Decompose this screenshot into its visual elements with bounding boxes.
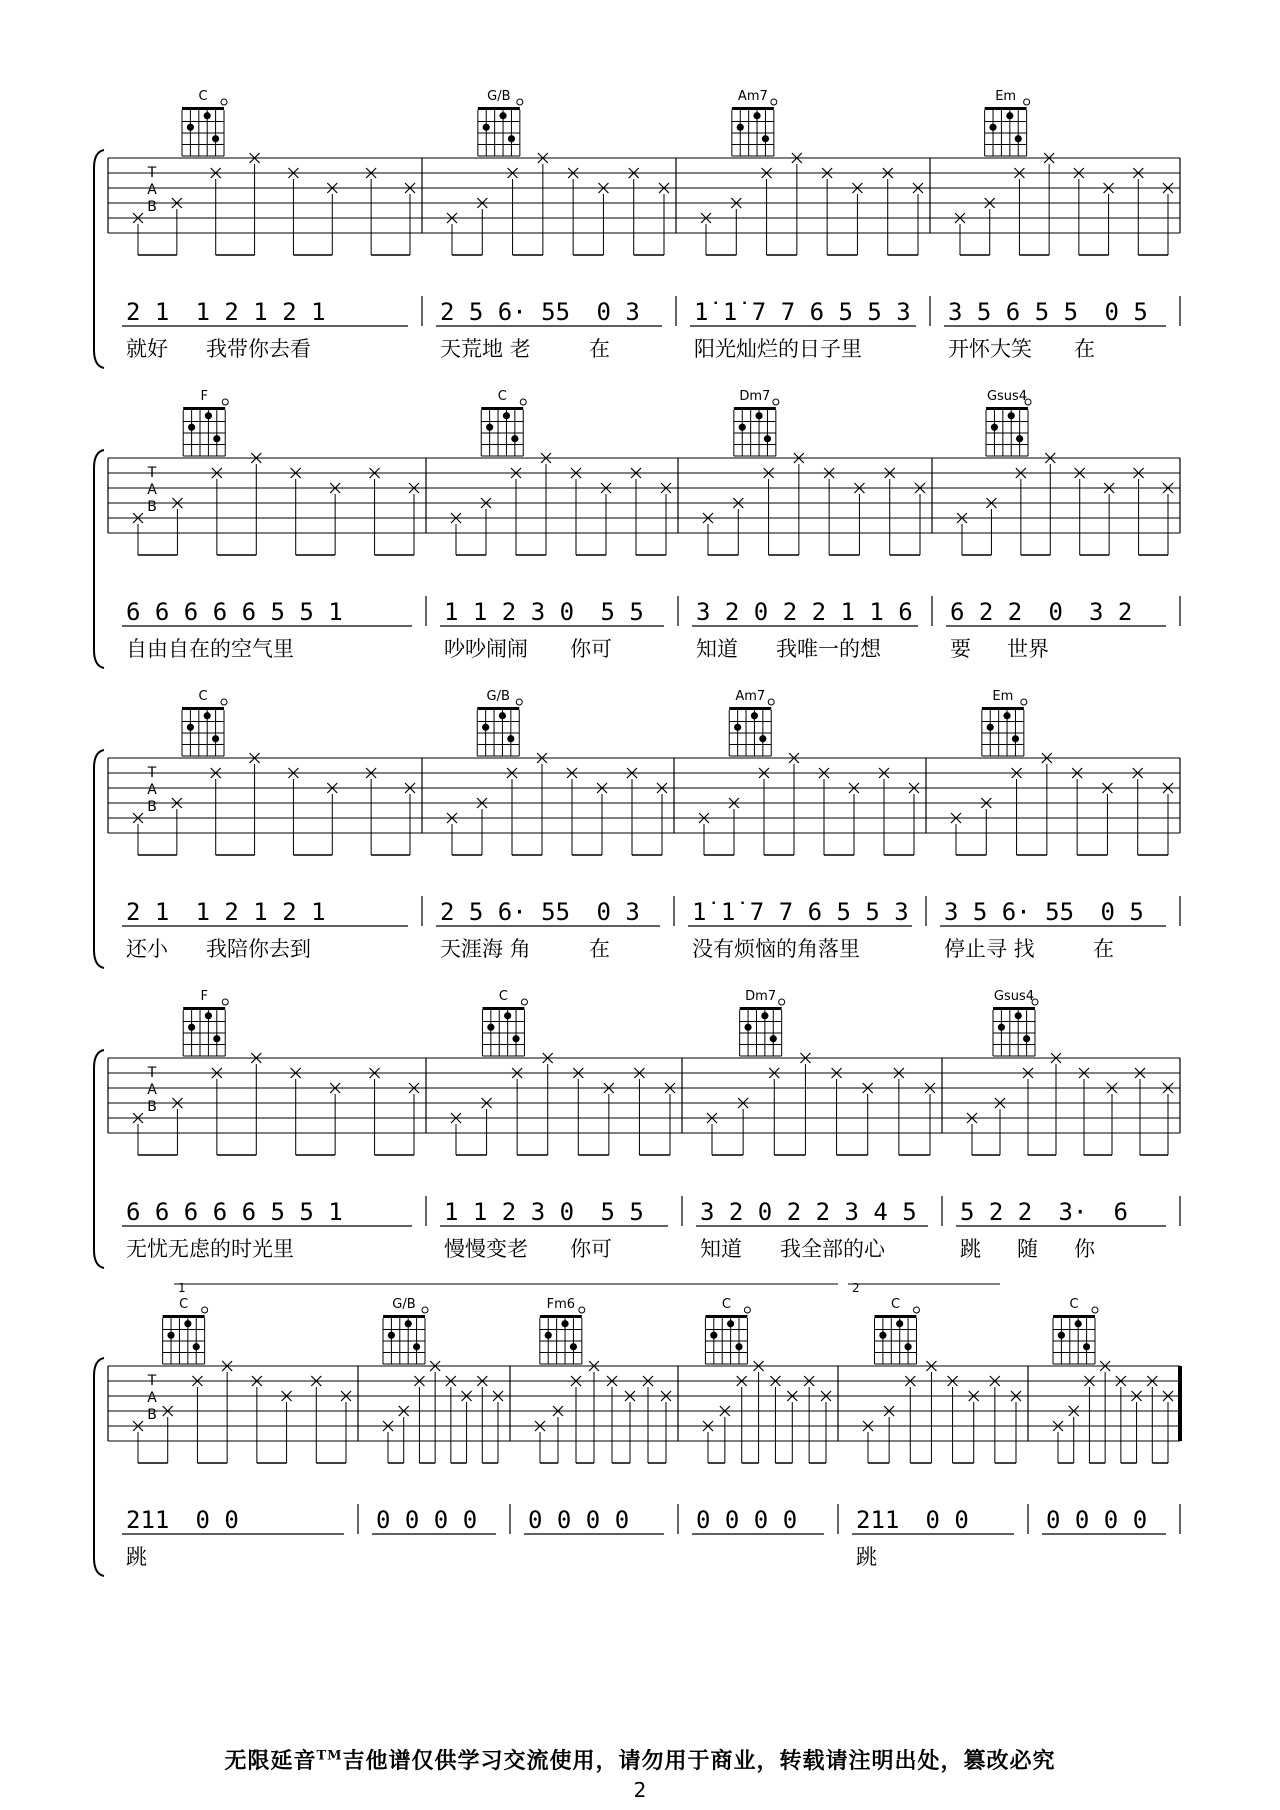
chord-diagram-c xyxy=(482,989,527,1056)
chord-name: Em xyxy=(995,89,1017,104)
jianpu-notes: 3 5 6· 55 xyxy=(944,898,1075,926)
chord-dot xyxy=(1016,435,1023,442)
chord-dot xyxy=(212,135,219,142)
lyric-text: 吵吵闹闹 xyxy=(444,637,528,661)
chord-open-marker xyxy=(771,99,777,105)
chord-dot xyxy=(761,1012,768,1019)
chord-open-marker xyxy=(202,1307,208,1313)
chord-dot xyxy=(1058,1332,1065,1339)
chord-dot xyxy=(212,735,219,742)
jianpu-notes: 6 xyxy=(1113,1198,1128,1226)
lyric-text: 我唯一的想 xyxy=(776,637,881,661)
chord-dot xyxy=(739,424,746,431)
jianpu-notes: 0 0 xyxy=(925,1506,969,1534)
jianpu-notes: 0 5 xyxy=(1104,298,1148,326)
tab-clef-letter: T xyxy=(147,1065,157,1081)
chord-dot xyxy=(1075,1320,1082,1327)
tab-clef-letter: B xyxy=(147,499,157,515)
chord-dot xyxy=(755,412,762,419)
tab-staff xyxy=(108,453,1180,555)
chord-name: C xyxy=(890,1297,901,1312)
chord-nut xyxy=(183,1007,225,1010)
chord-diagram-gsus4 xyxy=(993,989,1038,1056)
chord-dot xyxy=(193,1343,200,1350)
chord-dot xyxy=(753,112,760,119)
lyric-text: 跳 xyxy=(960,1237,981,1261)
lyric-text: 在 xyxy=(589,937,610,961)
tab-clef-letter: A xyxy=(147,782,157,798)
chord-dot xyxy=(1006,112,1013,119)
system-bracket xyxy=(94,750,104,968)
trademark-mark: TM xyxy=(316,1748,343,1764)
chord-diagram-am7 xyxy=(729,689,774,756)
tab-staff xyxy=(108,1361,1180,1463)
tab-clef-letter: A xyxy=(147,182,157,198)
lyric-text: 你可 xyxy=(570,637,612,661)
chord-dot xyxy=(759,735,766,742)
chord-diagram-c xyxy=(163,1297,208,1364)
chord-open-marker xyxy=(579,1307,585,1313)
chord-dot xyxy=(896,1320,903,1327)
lyric-text: 在 xyxy=(589,337,610,361)
tab-clef-letter: A xyxy=(147,1082,157,1098)
chord-nut xyxy=(482,1007,524,1010)
chord-dot xyxy=(998,1024,1005,1031)
chord-dot xyxy=(879,1332,886,1339)
lyric-text: 没有烦恼的角落里 xyxy=(692,937,860,961)
chord-dot xyxy=(504,1012,511,1019)
chord-open-marker xyxy=(521,999,527,1005)
chord-dot xyxy=(545,1332,552,1339)
copyright-footer xyxy=(0,1744,1280,1775)
chord-open-marker xyxy=(221,699,227,705)
system-bracket xyxy=(94,150,104,368)
chord-open-marker xyxy=(913,1307,919,1313)
jianpu-notes: 211 xyxy=(126,1506,170,1534)
chord-nut xyxy=(481,407,523,410)
footer-text-before-tm: 无限延音 xyxy=(224,1748,317,1774)
chord-dot xyxy=(405,1320,412,1327)
lyric-text: 随 xyxy=(1017,1237,1038,1261)
jianpu-notes: 6 2 2 xyxy=(950,598,1023,626)
jianpu-notes: 3 5 6 5 5 xyxy=(948,298,1079,326)
lyric-text: 在 xyxy=(1074,337,1095,361)
lyric-text: 知道 xyxy=(696,637,738,661)
jianpu-notes: 0 0 xyxy=(195,1506,239,1534)
jianpu-notes: 5 5 xyxy=(600,598,644,626)
system-bracket xyxy=(94,1050,104,1268)
jianpu-notes: 3 2 xyxy=(1089,598,1133,626)
chord-diagram-f xyxy=(183,989,228,1056)
chord-name: Dm7 xyxy=(739,389,771,404)
jianpu-notes: 5 5 xyxy=(600,1198,644,1226)
chord-dot xyxy=(762,135,769,142)
chord-dot xyxy=(1083,1343,1090,1350)
jianpu-notes: 2 5 6· 55 xyxy=(440,898,571,926)
tab-clef-letter: T xyxy=(147,765,157,781)
chord-dot xyxy=(499,112,506,119)
lyric-text: 知道 xyxy=(700,1237,742,1261)
chord-nut xyxy=(383,1315,425,1318)
chord-name: G/B xyxy=(392,1297,416,1312)
jianpu-notes: 3 2 0 2 2 3 4 5 xyxy=(700,1198,917,1226)
chord-name: G/B xyxy=(487,89,511,104)
system-bracket xyxy=(94,450,104,668)
system-bracket xyxy=(94,1358,104,1576)
chord-diagram-em xyxy=(985,89,1030,156)
chord-dot xyxy=(561,1320,568,1327)
chord-diagram-gb xyxy=(477,689,522,756)
jianpu-notes: 3 2 0 2 2 1 1 6 xyxy=(696,598,913,626)
chord-dot xyxy=(213,1035,220,1042)
chord-nut xyxy=(477,707,519,710)
chord-dot xyxy=(727,1320,734,1327)
chord-dot xyxy=(511,435,518,442)
jianpu-notes: 2 5 6· 55 xyxy=(440,298,571,326)
jianpu-notes: 0 xyxy=(1048,598,1063,626)
lyric-text: 还小 xyxy=(126,937,168,961)
lyric-text: 要 xyxy=(950,637,971,661)
chord-dot xyxy=(413,1343,420,1350)
chord-nut xyxy=(740,1007,782,1010)
page-number: 2 xyxy=(633,1778,647,1802)
tab-clef-letter: T xyxy=(147,165,157,181)
lyric-text: 我带你去看 xyxy=(206,337,311,361)
chord-dot xyxy=(1008,412,1015,419)
chord-dot xyxy=(570,1343,577,1350)
tab-clef-letter: B xyxy=(147,1099,157,1115)
chord-open-marker xyxy=(422,1307,428,1313)
chord-dot xyxy=(486,424,493,431)
chord-nut xyxy=(478,107,520,110)
chord-dot xyxy=(734,724,741,731)
chord-name: Am7 xyxy=(737,89,768,104)
tab-staff xyxy=(108,153,1180,255)
chord-dot xyxy=(187,124,194,131)
chord-nut xyxy=(982,707,1024,710)
chord-name: C xyxy=(498,989,508,1004)
tab-clef-letter: B xyxy=(147,799,157,815)
chord-dot xyxy=(1015,1012,1022,1019)
chord-diagram-gb xyxy=(478,89,523,156)
chord-nut xyxy=(182,107,224,110)
jianpu-notes: 1 2 1 2 1 xyxy=(195,898,326,926)
chord-dot xyxy=(1012,735,1019,742)
chord-open-marker xyxy=(1024,99,1030,105)
chord-nut xyxy=(732,107,774,110)
tab-clef-letter: A xyxy=(147,1390,157,1406)
chord-name: Am7 xyxy=(735,689,766,704)
jianpu-notes: 3· xyxy=(1058,1198,1088,1226)
chord-dot xyxy=(735,1343,742,1350)
chord-diagram-c xyxy=(182,89,227,156)
jianpu-notes: 0 3 xyxy=(596,298,640,326)
chord-dot xyxy=(499,712,506,719)
chord-nut xyxy=(705,1315,747,1318)
chord-name: C xyxy=(1069,1297,1079,1312)
chord-dot xyxy=(1023,1035,1030,1042)
jianpu-notes: 1 1 2 3 0 xyxy=(444,1198,575,1226)
tab-clef-letter: B xyxy=(147,199,157,215)
tab-staff xyxy=(108,1053,1180,1155)
jianpu-notes: 6 6 6 6 6 5 5 1 xyxy=(126,1198,343,1226)
chord-open-marker xyxy=(1021,699,1027,705)
tab-clef-letter: A xyxy=(147,482,157,498)
chord-name: F xyxy=(200,989,208,1004)
chord-dot xyxy=(204,112,211,119)
lyric-text: 天荒地 老 xyxy=(440,337,531,361)
chord-name: F xyxy=(200,389,208,404)
chord-open-marker xyxy=(222,999,228,1005)
chord-name: Fm6 xyxy=(546,1297,576,1312)
chord-diagram-am7 xyxy=(732,89,777,156)
chord-dot xyxy=(482,724,489,731)
chord-dot xyxy=(507,735,514,742)
chord-name: C xyxy=(721,1297,731,1312)
chord-diagram-dm7 xyxy=(740,989,785,1056)
chord-dot xyxy=(751,712,758,719)
tab-staff xyxy=(108,753,1180,855)
jianpu-notes: 0 0 0 0 xyxy=(1046,1506,1148,1534)
chord-name: Dm7 xyxy=(745,989,777,1004)
jianpu-notes: 0 0 0 0 xyxy=(528,1506,630,1534)
chord-open-marker xyxy=(222,399,228,405)
chord-diagram-dm7 xyxy=(734,389,779,456)
chord-diagram-c xyxy=(874,1297,919,1364)
chord-dot xyxy=(188,1024,195,1031)
jianpu-notes: 6 6 6 6 6 5 5 1 xyxy=(126,598,343,626)
chord-dot xyxy=(204,712,211,719)
lyric-text: 就好 xyxy=(126,337,168,361)
lyric-text: 我陪你去到 xyxy=(206,937,311,961)
chord-diagram-em xyxy=(982,689,1027,756)
chord-diagram-c xyxy=(182,689,227,756)
jianpu-notes: 1̇ 1̇ 7 7 6 5 5 3 xyxy=(694,298,911,326)
lyric-text: 无忧无虑的时光里 xyxy=(126,1237,294,1261)
lyric-text: 自由自在的空气里 xyxy=(126,637,294,661)
chord-diagram-c xyxy=(705,1297,750,1364)
jianpu-notes: 211 xyxy=(856,1506,900,1534)
chord-open-marker xyxy=(221,99,227,105)
chord-name: Gsus4 xyxy=(993,989,1035,1004)
chord-name: Gsus4 xyxy=(986,389,1028,404)
lyric-text: 跳 xyxy=(126,1545,147,1569)
lyric-text: 停止寻 找 xyxy=(944,937,1035,961)
lyric-text: 你 xyxy=(1074,1237,1095,1261)
chord-nut xyxy=(993,1007,1035,1010)
chord-name: C xyxy=(198,89,208,104)
chord-dot xyxy=(205,412,212,419)
jianpu-notes: 1 2 1 2 1 xyxy=(195,298,326,326)
tab-clef-letter: T xyxy=(147,465,157,481)
jianpu-notes: 0 5 xyxy=(1100,898,1144,926)
chord-nut xyxy=(540,1315,582,1318)
chord-dot xyxy=(987,724,994,731)
chord-nut xyxy=(729,707,771,710)
jianpu-notes: 2 1 xyxy=(126,898,170,926)
chord-diagram-c xyxy=(1053,1297,1098,1364)
tab-clef-letter: B xyxy=(147,1407,157,1423)
chord-nut xyxy=(1053,1315,1095,1318)
chord-open-marker xyxy=(773,399,779,405)
chord-dot xyxy=(764,435,771,442)
chord-nut xyxy=(183,407,225,410)
tab-clef-letter: T xyxy=(147,1373,157,1389)
lyric-text: 跳 xyxy=(856,1545,877,1569)
chord-name: G/B xyxy=(486,689,510,704)
chord-open-marker xyxy=(520,399,526,405)
lyric-text: 你可 xyxy=(570,1237,612,1261)
chord-dot xyxy=(1015,135,1022,142)
chord-dot xyxy=(991,424,998,431)
footer-text-after-tm: 吉他谱仅供学习交流使用，请勿用于商业，转载请注明出处，篡改必究 xyxy=(342,1748,1056,1774)
chord-dot xyxy=(989,124,996,131)
jianpu-notes: 5 2 2 xyxy=(960,1198,1033,1226)
chord-dot xyxy=(1003,712,1010,719)
chord-diagram-f xyxy=(183,389,228,456)
jianpu-notes: 1 1 2 3 0 xyxy=(444,598,575,626)
chord-dot xyxy=(508,135,515,142)
chord-open-marker xyxy=(1092,1307,1098,1313)
chord-dot xyxy=(187,724,194,731)
chord-dot xyxy=(744,1024,751,1031)
chord-open-marker xyxy=(744,1307,750,1313)
chord-dot xyxy=(503,412,510,419)
lyric-text: 慢慢变老 xyxy=(444,1237,528,1261)
chord-dot xyxy=(184,1320,191,1327)
chord-name: C xyxy=(198,689,208,704)
chord-nut xyxy=(985,107,1027,110)
chord-dot xyxy=(213,435,220,442)
chord-diagram-c xyxy=(481,389,526,456)
chord-nut xyxy=(182,707,224,710)
chord-dot xyxy=(710,1332,717,1339)
chord-diagram-fm6 xyxy=(540,1297,585,1364)
chord-dot xyxy=(487,1024,494,1031)
chord-name: C xyxy=(497,389,507,404)
lyric-text: 在 xyxy=(1093,937,1114,961)
jianpu-notes: 2 1 xyxy=(126,298,170,326)
chord-dot xyxy=(512,1035,519,1042)
lyric-text: 我全部的心 xyxy=(780,1237,885,1261)
chord-open-marker xyxy=(516,699,522,705)
volta-1-label: 1 xyxy=(178,1281,186,1295)
volta-2-label: 2 xyxy=(852,1281,860,1295)
chord-dot xyxy=(737,124,744,131)
chord-dot xyxy=(483,124,490,131)
chord-name: Em xyxy=(992,689,1014,704)
chord-open-marker xyxy=(779,999,785,1005)
chord-nut xyxy=(874,1315,916,1318)
chord-dot xyxy=(188,424,195,431)
lyric-text: 天涯海 角 xyxy=(440,937,531,961)
chord-open-marker xyxy=(517,99,523,105)
chord-dot xyxy=(770,1035,777,1042)
chord-diagram-gb xyxy=(383,1297,428,1364)
lyric-text: 世界 xyxy=(1007,637,1049,661)
chord-dot xyxy=(205,1012,212,1019)
chord-dot xyxy=(167,1332,174,1339)
chord-nut xyxy=(986,407,1028,410)
jianpu-notes: 0 0 0 0 xyxy=(376,1506,478,1534)
jianpu-notes: 0 3 xyxy=(596,898,640,926)
chord-nut xyxy=(734,407,776,410)
chord-dot xyxy=(904,1343,911,1350)
chord-open-marker xyxy=(768,699,774,705)
chord-dot xyxy=(388,1332,395,1339)
chord-diagram-gsus4 xyxy=(986,389,1031,456)
chord-name: C xyxy=(179,1297,189,1312)
lyric-text: 阳光灿烂的日子里 xyxy=(694,337,862,361)
lyric-text: 开怀大笑 xyxy=(948,337,1032,361)
jianpu-notes: 1̇ 1̇ 7 7 6 5 5 3 xyxy=(692,898,909,926)
jianpu-notes: 0 0 0 0 xyxy=(696,1506,798,1534)
chord-nut xyxy=(163,1315,205,1318)
